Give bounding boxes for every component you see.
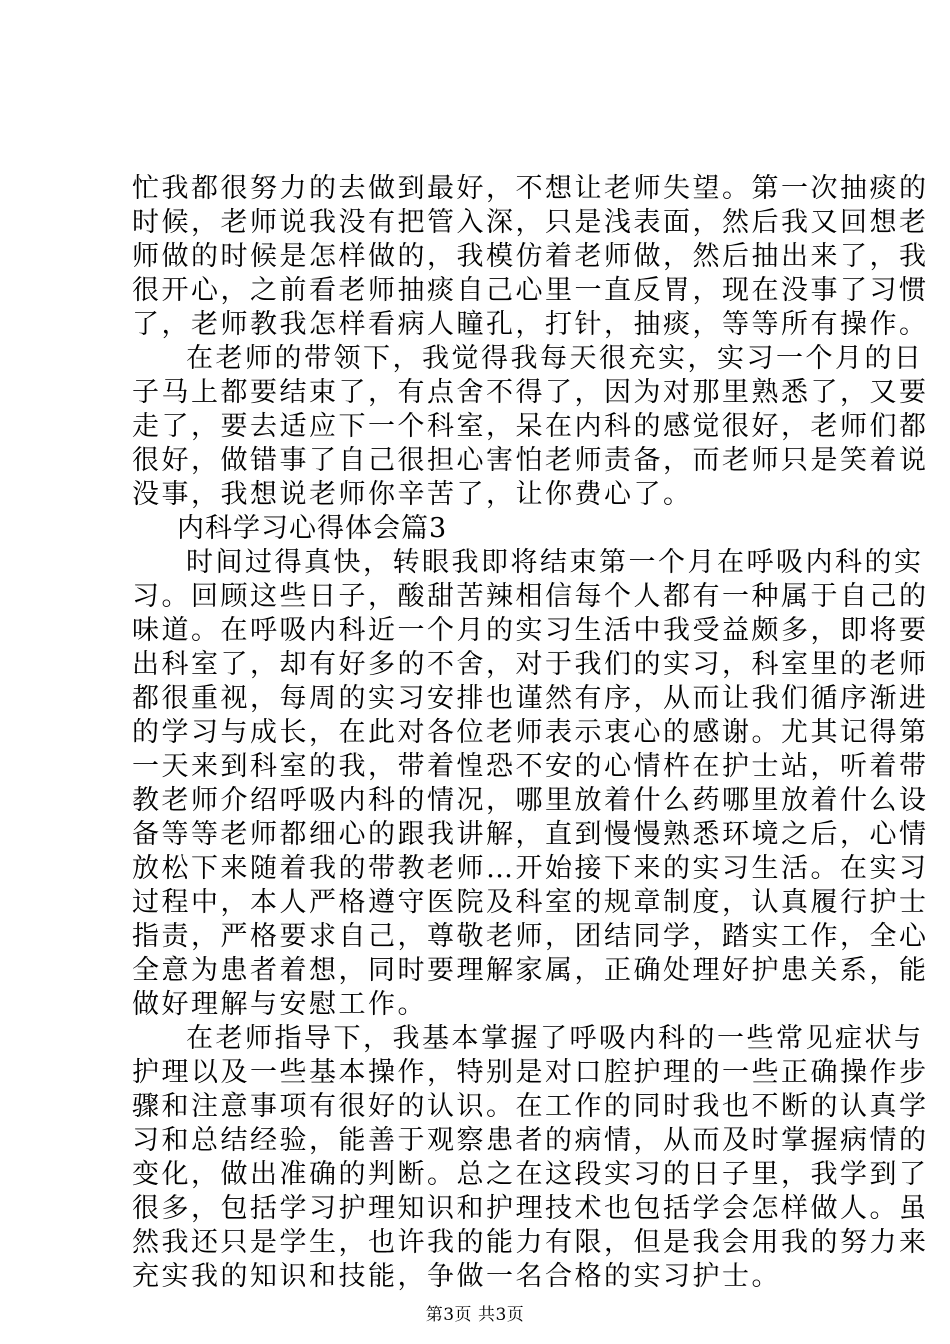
body-text-line: 一天来到科室的我，带着惶恐不安的心情杵在护士站，听着带 xyxy=(132,751,929,782)
paragraph-first-line: 在老师的带领下，我觉得我每天很充实，实习一个月的日 xyxy=(186,343,924,374)
body-text-line: 很好，做错事了自己很担心害怕老师责备，而老师只是笑着说 xyxy=(132,445,929,476)
body-text-line: 过程中，本人严格遵守医院及科室的规章制度，认真履行护士 xyxy=(132,887,929,918)
body-text-line: 护理以及一些基本操作，特别是对口腔护理的一些正确操作步 xyxy=(132,1057,929,1088)
paragraph-first-line: 在老师指导下，我基本掌握了呼吸内科的一些常见症状与 xyxy=(186,1023,924,1054)
body-text-line: 备等等老师都细心的跟我讲解，直到慢慢熟悉环境之后，心情 xyxy=(132,819,929,850)
body-text-line: 变化，做出准确的判断。总之在这段实习的日子里，我学到了 xyxy=(132,1159,929,1190)
body-text-line: 指责，严格要求自己，尊敬老师，团结同学，踏实工作，全心 xyxy=(132,921,929,952)
body-text-line: 全意为患者着想，同时要理解家属，正确处理好护患关系，能 xyxy=(132,955,929,986)
body-text-line: 做好理解与安慰工作。 xyxy=(132,989,427,1020)
body-text-line: 没事，我想说老师你辛苦了，让你费心了。 xyxy=(132,479,693,510)
body-text-line: 都很重视，每周的实习安排也谨然有序，从而让我们循序渐进 xyxy=(132,683,929,714)
body-text-line: 味道。在呼吸内科近一个月的实习生活中我受益颇多，即将要 xyxy=(132,615,929,646)
page-number-footer: 第3页 共3页 xyxy=(425,1305,525,1325)
body-text-line: 很多，包括学习护理知识和护理技术也包括学会怎样做人。虽 xyxy=(132,1193,929,1224)
body-text-line: 的学习与成长，在此对各位老师表示衷心的感谢。尤其记得第 xyxy=(132,717,929,748)
body-text-line: 习和总结经验，能善于观察患者的病情，从而及时掌握病情的 xyxy=(132,1125,929,1156)
body-text-line: 很开心，之前看老师抽痰自己心里一直反胃，现在没事了习惯 xyxy=(132,275,929,306)
body-text-line: 了，老师教我怎样看病人瞳孔，打针，抽痰，等等所有操作。 xyxy=(132,309,929,340)
paragraph-first-line: 时间过得真快，转眼我即将结束第一个月在呼吸内科的实 xyxy=(186,547,924,578)
body-text-line: 出科室了，却有好多的不舍，对于我们的实习，科室里的老师 xyxy=(132,649,929,680)
body-text-line: 走了，要去适应下一个科室，呆在内科的感觉很好，老师们都 xyxy=(132,411,929,442)
body-text-line: 然我还只是学生，也许我的能力有限，但是我会用我的努力来 xyxy=(132,1227,929,1258)
body-text-line: 师做的时候是怎样做的，我模仿着老师做，然后抽出来了，我 xyxy=(132,241,929,272)
body-text-line: 习。回顾这些日子，酸甜苦辣相信每个人都有一种属于自己的 xyxy=(132,581,929,612)
body-text-line: 充实我的知识和技能，争做一名合格的实习护士。 xyxy=(132,1261,781,1292)
body-text-line: 教老师介绍呼吸内科的情况，哪里放着什么药哪里放着什么设 xyxy=(132,785,929,816)
body-text-line: 骤和注意事项有很好的认识。在工作的同时我也不断的认真学 xyxy=(132,1091,929,1122)
section-heading: 内科学习心得体会篇3 xyxy=(177,513,448,544)
body-text-line: 放松下来随着我的带教老师…开始接下来的实习生活。在实习 xyxy=(132,853,929,884)
body-text-line: 时候，老师说我没有把管入深，只是浅表面，然后我又回想老 xyxy=(132,207,929,238)
body-text-line: 子马上都要结束了，有点舍不得了，因为对那里熟悉了，又要 xyxy=(132,377,929,408)
body-text-line: 忙我都很努力的去做到最好，不想让老师失望。第一次抽痰的 xyxy=(132,173,929,204)
